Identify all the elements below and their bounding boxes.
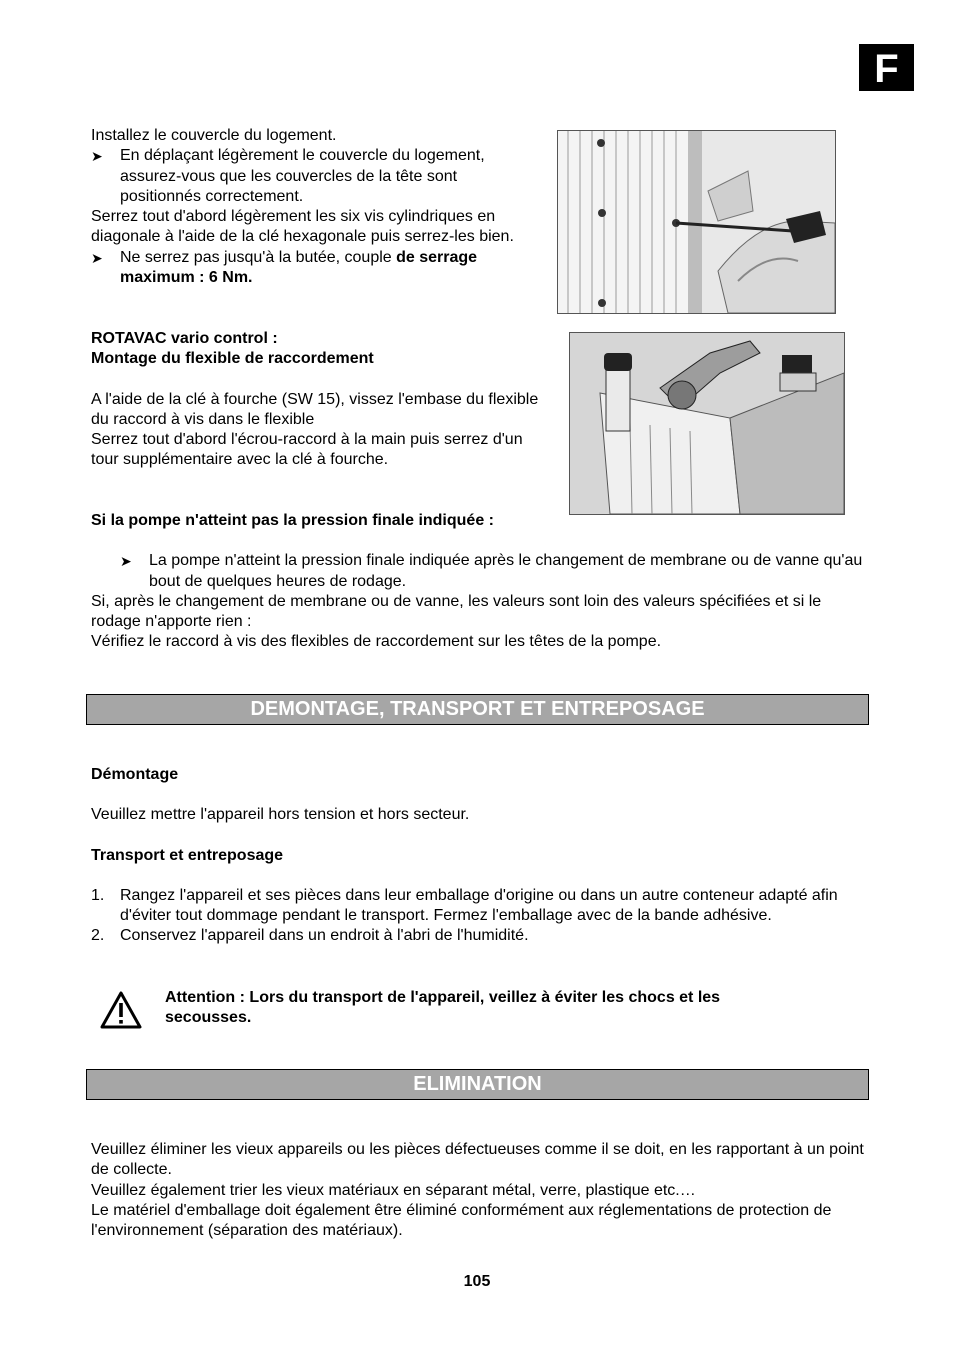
photo-housing-screws — [557, 130, 836, 314]
arrowhead-bullet-icon: ➤ — [91, 249, 103, 266]
list-item-text: Conservez l'appareil dans un endroit à l'abri de l'humidité. — [120, 927, 529, 945]
intro-bullet-1 — [91, 146, 541, 207]
section-title-elimination: ELIMINATION — [86, 1069, 869, 1100]
demontage-subheading: Démontage — [91, 766, 179, 783]
demontage-text: Veuillez mettre l'appareil hors tension et hors secteur. — [91, 806, 470, 824]
intro-bullet-1-text: En déplaçant légèrement le couvercle du logement, assurez-vous que les couvercles de la tête sont positionnés correctement. — [120, 147, 485, 205]
list-item-text: Rangez l'appareil et ses pièces dans leur emballage d'origine ou dans un autre conteneur adapté afin d'éviter tout dommage pendant le transport. Fermez l'emballage avec de la bande adhésive. — [120, 886, 838, 925]
warning-triangle-icon — [100, 991, 142, 1029]
photo-wrench-fitting — [569, 332, 845, 515]
intro-line: Installez le couvercle du logement. — [91, 127, 337, 144]
pressure-heading: Si la pompe n'atteint pas la pression finale indiquée : — [91, 512, 494, 529]
list-item — [91, 926, 871, 946]
page-number: 105 — [463, 1273, 491, 1290]
rotavac-para-1: A l'aide de la clé à fourche (SW 15), vissez l'embase du flexible du raccord à vis dans le flexible — [91, 390, 539, 428]
intro-bullet-2-bold: de serrage maximum : 6 Nm. — [120, 248, 478, 287]
demontage-block — [91, 765, 871, 947]
rotavac-heading: ROTAVAC vario control : — [91, 330, 278, 347]
pressure-para-1: Si, après le changement de membrane ou de vanne, les valeurs sont loin des valeurs spécifiées et si le rodage n'apporte rien : — [91, 592, 822, 631]
elimination-block — [91, 1140, 871, 1241]
pressure-block — [91, 511, 871, 653]
list-item-number: 2. — [91, 927, 105, 945]
elimination-para-1: Veuillez éliminer les vieux appareils ou les pièces défectueuses comme il se doit, en les rapportant à un point de collecte. — [91, 1141, 864, 1179]
language-badge: F — [859, 44, 914, 91]
pressure-para-2: Vérifiez le raccord à vis des flexibles de raccordement sur les têtes de la pompe. — [91, 633, 662, 651]
elimination-para-3: Le matériel d'emballage doit également être éliminé conformément aux réglementations de protection de l'environnement (séparation des matériaux). — [91, 1201, 832, 1240]
pressure-bullet-text: La pompe n'atteint la pression finale indiquée après le changement de membrane ou de vanne qu'au bout de quelques heures de rodage. — [149, 552, 863, 590]
arrowhead-bullet-icon: ➤ — [91, 148, 103, 165]
elimination-para-2: Veuillez également trier les vieux matériaux en séparant métal, verre, plastique etc.… — [91, 1181, 696, 1199]
arrowhead-bullet-icon: ➤ — [120, 553, 132, 570]
transport-subheading: Transport et entreposage — [91, 846, 284, 864]
rotavac-para-2: Serrez tout d'abord l'écrou-raccord à la main puis serrez d'un tour supplémentaire avec la clé à fourche. — [91, 431, 523, 469]
rotavac-block — [91, 329, 551, 471]
intro-bullet-2-text: Ne serrez pas jusqu'à la butée, couple — [120, 248, 397, 266]
intro-block — [91, 126, 541, 288]
list-item — [91, 886, 871, 927]
intro-bullet-2 — [91, 248, 541, 289]
section-title-demontage: DEMONTAGE, TRANSPORT ET ENTREPOSAGE — [86, 694, 869, 725]
intro-para: Serrez tout d'abord légèrement les six vis cylindriques en diagonale à l'aide de la clé hexagonale puis serrez-les bien. — [91, 208, 514, 246]
warning-text: Attention : Lors du transport de l'appareil, veillez à éviter les chocs et les secousses. — [165, 989, 721, 1027]
pressure-bullet — [120, 551, 871, 592]
list-item-number: 1. — [91, 886, 105, 904]
rotavac-subheading: Montage du flexible de raccordement — [91, 350, 374, 368]
